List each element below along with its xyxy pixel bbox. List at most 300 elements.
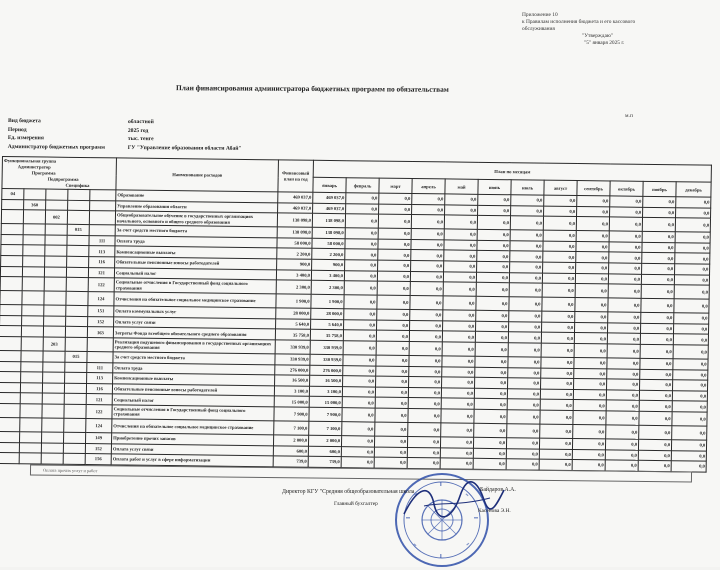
month-value-cell: 0,0 bbox=[409, 331, 442, 342]
month-value-cell: 0,0 bbox=[345, 238, 378, 249]
specific-cell bbox=[89, 211, 115, 225]
subprogram-cell bbox=[67, 235, 89, 246]
month-value-cell: 0,0 bbox=[608, 298, 641, 312]
month-value-cell: 0,0 bbox=[641, 298, 674, 312]
expense-name-cell: Оплата услуг связи bbox=[111, 443, 273, 456]
month-value-cell: 0,0 bbox=[379, 193, 412, 204]
month-value-cell: 0,0 bbox=[675, 218, 710, 232]
month-value-cell: 0,0 bbox=[379, 204, 412, 215]
hdr-subprogram: Подпрограмма bbox=[47, 176, 79, 182]
functional-group-cell bbox=[0, 417, 20, 431]
program-cell bbox=[44, 316, 66, 327]
subprogram-cell bbox=[68, 200, 90, 211]
month-value-cell: 0,0 bbox=[672, 390, 707, 401]
expense-name-cell: Реализация подушевого финансирования в государственных организациях среднего образования bbox=[113, 338, 275, 354]
month-value-cell: 0,0 bbox=[573, 424, 606, 438]
month-value-cell: 0,0 bbox=[474, 409, 507, 423]
month-value-cell: 0,0 bbox=[511, 195, 544, 206]
expense-name-cell: Приобретение прочих запасов bbox=[112, 433, 274, 446]
month-value-cell: 0,0 bbox=[445, 194, 478, 205]
month-value-cell: 0,0 bbox=[641, 274, 674, 285]
month-value-cell: 0,0 bbox=[511, 205, 544, 216]
subprogram-cell bbox=[64, 418, 86, 432]
month-value-cell: 0,0 bbox=[639, 425, 672, 439]
functional-group-cell bbox=[0, 305, 22, 316]
month-value-cell: 0,0 bbox=[375, 408, 408, 422]
month-value-cell: 0,0 bbox=[675, 232, 710, 243]
month-value-cell: 0,0 bbox=[542, 273, 575, 284]
month-value-cell: 0,0 bbox=[407, 458, 440, 469]
month-header: февраль bbox=[346, 178, 379, 193]
specific-cell: 163 bbox=[87, 327, 113, 338]
month-value-cell: 0,0 bbox=[410, 320, 443, 331]
month-value-cell: 0,0 bbox=[608, 273, 641, 284]
month-value-cell: 0,0 bbox=[411, 250, 444, 261]
month-value-cell: 35 758,0 bbox=[310, 330, 343, 341]
program-cell bbox=[45, 245, 67, 256]
month-value-cell: 0,0 bbox=[508, 357, 541, 368]
administrator-cell bbox=[20, 393, 42, 404]
expense-name-cell: Оплата труда bbox=[113, 362, 275, 375]
annual-plan-cell: 138 098,0 bbox=[277, 227, 312, 238]
approval-date: "5" января 2025 г. bbox=[584, 40, 625, 46]
hdr-expense-name: Наименование расходов bbox=[116, 158, 279, 192]
program-cell bbox=[42, 418, 64, 432]
expense-name-cell: Затраты Фонда всеобщего обязательного среднего образования bbox=[113, 327, 275, 340]
month-value-cell: 0,0 bbox=[540, 424, 573, 438]
annual-plan-cell: 276 000,0 bbox=[275, 364, 310, 375]
month-value-cell: 0,0 bbox=[672, 412, 707, 426]
month-value-cell: 0,0 bbox=[343, 341, 376, 355]
month-value-cell: 3 400,0 bbox=[311, 270, 344, 281]
month-value-cell: 0,0 bbox=[510, 262, 543, 273]
expense-name-cell: Оплата труда bbox=[115, 236, 277, 249]
annual-plan-cell: 3 100,0 bbox=[274, 386, 309, 397]
month-value-cell: 0,0 bbox=[377, 295, 410, 309]
month-value-cell: 0,0 bbox=[412, 204, 445, 215]
functional-group-cell bbox=[1, 234, 23, 245]
functional-group-cell bbox=[0, 453, 19, 464]
month-value-cell: 0,0 bbox=[343, 376, 376, 387]
administrator-cell bbox=[23, 210, 45, 224]
expense-name-cell: Социальные отчисления в Государственный фонд социального страхования bbox=[112, 405, 274, 421]
approval-line-2: к Правилам исполнения бюджета и его кассового bbox=[522, 19, 636, 25]
month-value-cell: 0,0 bbox=[476, 282, 509, 296]
specific-cell: 152 bbox=[88, 316, 114, 327]
subprogram-cell bbox=[68, 189, 90, 200]
month-value-cell: 0,0 bbox=[674, 299, 709, 313]
month-value-cell: 0,0 bbox=[510, 216, 543, 230]
program-cell bbox=[46, 200, 68, 211]
month-value-cell: 0,0 bbox=[344, 295, 377, 309]
functional-group-cell bbox=[0, 326, 22, 337]
month-value-cell: 0,0 bbox=[345, 260, 378, 271]
subprogram-cell bbox=[67, 210, 89, 224]
month-value-cell: 0,0 bbox=[344, 281, 377, 295]
functional-group-cell bbox=[0, 266, 22, 277]
expense-name-cell: Оплата услуг связи bbox=[114, 317, 276, 330]
month-value-cell: 0,0 bbox=[543, 251, 576, 262]
subprogram-cell: 015 bbox=[65, 351, 87, 362]
month-value-cell: 0,0 bbox=[442, 342, 475, 356]
subprogram-cell bbox=[67, 256, 89, 267]
month-value-cell: 0,0 bbox=[576, 262, 609, 273]
month-value-cell: 0,0 bbox=[508, 378, 541, 389]
administrator-cell bbox=[19, 453, 41, 464]
month-value-cell: 0,0 bbox=[605, 439, 638, 450]
expense-name-cell: Обязательные пенсионные взносы работодателей bbox=[115, 257, 277, 270]
specific-cell: 113 bbox=[89, 246, 115, 257]
month-value-cell: 0,0 bbox=[509, 297, 542, 311]
month-value-cell: 0,0 bbox=[410, 310, 443, 321]
functional-group-cell bbox=[0, 442, 20, 453]
month-value-cell: 0,0 bbox=[375, 387, 408, 398]
month-value-cell: 138 098,0 bbox=[312, 213, 345, 227]
month-value-cell: 0,0 bbox=[674, 285, 709, 299]
month-value-cell: 0,0 bbox=[509, 321, 542, 332]
administrator-cell bbox=[23, 245, 45, 256]
month-value-cell: 0,0 bbox=[475, 367, 508, 378]
annual-plan-cell: 2 300,0 bbox=[276, 280, 311, 294]
month-value-cell: 0,0 bbox=[607, 344, 640, 358]
annual-plan-cell: 2 000,0 bbox=[274, 435, 309, 446]
meta-key: Администратор бюджетных программ bbox=[7, 143, 105, 151]
month-value-cell: 5 640,0 bbox=[311, 319, 344, 330]
month-value-cell: 0,0 bbox=[341, 436, 374, 447]
month-value-cell: 0,0 bbox=[606, 411, 639, 425]
subprogram-cell bbox=[66, 277, 88, 291]
month-value-cell: 0,0 bbox=[543, 262, 576, 273]
month-value-cell: 0,0 bbox=[477, 251, 510, 262]
subprogram-cell bbox=[66, 291, 88, 305]
specific-cell: 149 bbox=[86, 432, 112, 443]
subprogram-cell bbox=[65, 337, 87, 351]
month-value-cell: 0,0 bbox=[575, 273, 608, 284]
month-value-cell: 0,0 bbox=[605, 460, 638, 471]
month-value-cell: 0,0 bbox=[440, 447, 473, 458]
month-value-cell: 0,0 bbox=[639, 411, 672, 425]
director-role: Директор КГУ "Средняя общеобразовательная школа bbox=[282, 489, 415, 495]
month-value-cell: 0,0 bbox=[577, 196, 610, 207]
month-value-cell: 0,0 bbox=[574, 357, 607, 368]
month-value-cell: 0,0 bbox=[541, 332, 574, 343]
month-value-cell: 469 037,0 bbox=[313, 203, 346, 214]
annual-plan-cell: 5 640,0 bbox=[276, 319, 311, 330]
month-value-cell: 0,0 bbox=[474, 388, 507, 399]
functional-group-cell bbox=[0, 393, 20, 404]
footer-strip-label: Оплата прочих услуг и работ bbox=[42, 467, 98, 474]
administrator-cell bbox=[20, 404, 42, 418]
month-value-cell: 1 900,0 bbox=[311, 294, 344, 308]
specific-cell: 111 bbox=[89, 235, 115, 246]
subprogram-cell bbox=[66, 305, 88, 316]
subprogram-cell bbox=[63, 453, 85, 464]
month-value-cell: 469 037,0 bbox=[313, 192, 346, 203]
month-value-cell: 0,0 bbox=[673, 345, 708, 359]
month-value-cell: 0,0 bbox=[477, 229, 510, 240]
program-cell bbox=[42, 432, 64, 443]
administrator-cell bbox=[20, 432, 42, 443]
subprogram-cell bbox=[64, 383, 86, 394]
month-value-cell: 0,0 bbox=[671, 440, 706, 451]
month-value-cell: 0,0 bbox=[576, 217, 609, 231]
month-value-cell: 0,0 bbox=[607, 358, 640, 369]
month-header: июль bbox=[511, 180, 544, 195]
specific-cell: 122 bbox=[88, 278, 114, 292]
month-value-cell: 0,0 bbox=[476, 272, 509, 283]
month-value-cell: 7 900,0 bbox=[309, 407, 342, 421]
month-value-cell: 0,0 bbox=[444, 261, 477, 272]
month-value-cell: 0,0 bbox=[543, 216, 576, 230]
subprogram-cell bbox=[66, 316, 88, 327]
annual-plan-cell: 469 037,0 bbox=[278, 192, 313, 203]
month-value-cell: 0,0 bbox=[345, 214, 378, 228]
month-value-cell: 0,0 bbox=[443, 282, 476, 296]
month-value-cell: 0,0 bbox=[609, 217, 642, 231]
month-header: октябрь bbox=[610, 181, 643, 196]
month-value-cell: 2 300,0 bbox=[311, 280, 344, 294]
annual-plan-cell: 600,0 bbox=[273, 445, 308, 456]
month-value-cell: 0,0 bbox=[443, 271, 476, 282]
administrator-cell bbox=[21, 372, 43, 383]
month-value-cell: 2 000,0 bbox=[309, 435, 342, 446]
program-cell bbox=[45, 235, 67, 246]
subprogram-cell bbox=[64, 394, 86, 405]
month-value-cell: 276 000,0 bbox=[310, 365, 343, 376]
document-title: План финансирования администратора бюджетных программ по обязательствам bbox=[175, 83, 449, 94]
month-value-cell: 0,0 bbox=[344, 270, 377, 281]
month-value-cell: 0,0 bbox=[576, 252, 609, 263]
month-header: август bbox=[544, 180, 577, 195]
month-value-cell: 0,0 bbox=[474, 399, 507, 410]
month-value-cell: 0,0 bbox=[508, 332, 541, 343]
month-value-cell: 0,0 bbox=[343, 355, 376, 366]
month-value-cell: 0,0 bbox=[442, 366, 475, 377]
month-value-cell: 0,0 bbox=[342, 386, 375, 397]
annual-plan-cell: 900,0 bbox=[277, 259, 312, 270]
month-value-cell: 0,0 bbox=[341, 446, 374, 457]
administrator-cell bbox=[24, 189, 46, 200]
month-value-cell: 0,0 bbox=[605, 449, 638, 460]
administrator-cell bbox=[19, 442, 41, 453]
expense-name-cell: Социальные отчисления в Государственный фонд социального страхования bbox=[114, 278, 276, 294]
subprogram-cell bbox=[64, 432, 86, 443]
administrator-cell bbox=[23, 224, 45, 235]
month-value-cell: 0,0 bbox=[638, 460, 671, 471]
month-value-cell: 330 939,0 bbox=[310, 354, 343, 365]
month-value-cell: 0,0 bbox=[540, 399, 573, 410]
month-value-cell: 0,0 bbox=[676, 197, 711, 208]
month-value-cell: 0,0 bbox=[475, 332, 508, 343]
month-header: март bbox=[379, 178, 412, 193]
program-cell bbox=[45, 256, 67, 267]
month-value-cell: 0,0 bbox=[575, 322, 608, 333]
functional-group-cell bbox=[0, 315, 22, 326]
specific-cell bbox=[90, 200, 116, 211]
month-value-cell: 0,0 bbox=[543, 230, 576, 241]
month-value-cell: 0,0 bbox=[477, 216, 510, 230]
functional-group-cell bbox=[0, 361, 21, 372]
month-value-cell: 0,0 bbox=[507, 388, 540, 399]
month-value-cell: 0,0 bbox=[409, 366, 442, 377]
approval-block bbox=[522, 12, 712, 47]
month-value-cell: 0,0 bbox=[374, 447, 407, 458]
month-value-cell: 0,0 bbox=[574, 333, 607, 344]
month-value-cell: 0,0 bbox=[411, 229, 444, 240]
month-value-cell: 0,0 bbox=[574, 343, 607, 357]
month-value-cell: 0,0 bbox=[344, 319, 377, 330]
month-value-cell: 0,0 bbox=[640, 369, 673, 380]
month-value-cell: 0,0 bbox=[609, 242, 642, 253]
month-value-cell: 0,0 bbox=[675, 264, 710, 275]
approval-approved: "Утверждаю" bbox=[582, 33, 614, 39]
month-value-cell: 0,0 bbox=[609, 231, 642, 242]
accountant-name: Касенова Э.Н. bbox=[478, 508, 511, 514]
month-value-cell: 0,0 bbox=[576, 241, 609, 252]
month-value-cell: 0,0 bbox=[476, 321, 509, 332]
subprogram-cell bbox=[66, 267, 88, 278]
program-cell: 002 bbox=[45, 210, 67, 224]
program-cell bbox=[41, 443, 63, 454]
month-value-cell: 0,0 bbox=[671, 461, 706, 472]
month-value-cell: 0,0 bbox=[606, 400, 639, 411]
expense-name-cell: За счет средств местного бюджета bbox=[113, 352, 275, 365]
month-value-cell: 0,0 bbox=[607, 379, 640, 390]
specific-cell: 121 bbox=[88, 267, 114, 278]
month-value-cell: 0,0 bbox=[506, 448, 539, 459]
month-value-cell: 0,0 bbox=[544, 195, 577, 206]
month-value-cell: 0,0 bbox=[476, 310, 509, 321]
month-value-cell: 0,0 bbox=[407, 436, 440, 447]
month-header: июнь bbox=[478, 179, 511, 194]
financing-table-body bbox=[0, 189, 711, 472]
administrator-cell bbox=[21, 361, 43, 372]
specific-cell: 122 bbox=[86, 404, 112, 418]
expense-name-cell: За счет средств местного бюджета bbox=[115, 225, 277, 238]
month-value-cell: 739,0 bbox=[308, 456, 341, 467]
functional-group-cell bbox=[0, 382, 21, 393]
annual-plan-cell: 7 100,0 bbox=[274, 421, 309, 435]
month-value-cell: 0,0 bbox=[544, 206, 577, 217]
month-value-cell: 0,0 bbox=[539, 449, 572, 460]
month-header: май bbox=[445, 179, 478, 194]
month-value-cell: 0,0 bbox=[374, 436, 407, 447]
month-value-cell: 0,0 bbox=[473, 448, 506, 459]
annual-plan-cell: 3 400,0 bbox=[276, 269, 311, 280]
month-value-cell: 0,0 bbox=[572, 449, 605, 460]
month-value-cell: 0,0 bbox=[675, 243, 710, 254]
month-value-cell: 15 000,0 bbox=[309, 397, 342, 408]
month-value-cell: 7 100,0 bbox=[309, 421, 342, 435]
hdr-program: Программа bbox=[31, 170, 56, 176]
month-value-cell: 0,0 bbox=[377, 281, 410, 295]
month-value-cell: 0,0 bbox=[343, 365, 376, 376]
month-value-cell: 0,0 bbox=[412, 194, 445, 205]
hdr-administrator: Администратор bbox=[17, 164, 51, 170]
annual-plan-cell: 138 098,0 bbox=[277, 213, 312, 227]
functional-group-cell bbox=[0, 372, 21, 383]
month-header: декабрь bbox=[676, 182, 711, 197]
month-value-cell: 0,0 bbox=[377, 309, 410, 320]
handwritten-signature-icon bbox=[400, 476, 510, 526]
month-value-cell: 3 100,0 bbox=[309, 386, 342, 397]
month-value-cell: 0,0 bbox=[475, 377, 508, 388]
seal-place-mark: м.п bbox=[625, 113, 633, 119]
month-value-cell: 0,0 bbox=[640, 344, 673, 358]
month-value-cell: 0,0 bbox=[675, 253, 710, 264]
month-value-cell: 0,0 bbox=[607, 368, 640, 379]
month-value-cell: 0,0 bbox=[642, 242, 675, 253]
month-value-cell: 0,0 bbox=[410, 271, 443, 282]
program-cell bbox=[46, 189, 68, 200]
month-value-cell: 0,0 bbox=[376, 355, 409, 366]
month-value-cell: 0,0 bbox=[506, 438, 539, 449]
annual-plan-cell: 35 758,0 bbox=[275, 329, 310, 340]
administrator-cell bbox=[21, 326, 43, 337]
month-value-cell: 0,0 bbox=[473, 458, 506, 469]
month-header: сентябрь bbox=[577, 181, 610, 196]
month-value-cell: 0,0 bbox=[674, 323, 709, 334]
meta-value: областной bbox=[127, 118, 154, 126]
month-value-cell: 0,0 bbox=[475, 342, 508, 356]
month-value-cell: 0,0 bbox=[376, 366, 409, 377]
month-value-cell: 0,0 bbox=[642, 263, 675, 274]
functional-group-cell bbox=[0, 431, 20, 442]
month-value-cell: 0,0 bbox=[409, 377, 442, 388]
month-value-cell: 0,0 bbox=[577, 206, 610, 217]
month-value-cell: 0,0 bbox=[606, 425, 639, 439]
month-value-cell: 0,0 bbox=[407, 447, 440, 458]
month-value-cell: 0,0 bbox=[573, 389, 606, 400]
annual-plan-cell: 739,0 bbox=[273, 456, 308, 467]
month-value-cell: 0,0 bbox=[442, 356, 475, 367]
month-header: ноябрь bbox=[643, 181, 676, 196]
month-value-cell: 0,0 bbox=[341, 457, 374, 468]
month-value-cell: 0,0 bbox=[445, 205, 478, 216]
month-value-cell: 0,0 bbox=[542, 283, 575, 297]
month-value-cell: 0,0 bbox=[676, 207, 711, 218]
month-value-cell: 0,0 bbox=[640, 379, 673, 390]
program-cell bbox=[42, 383, 64, 394]
month-value-cell: 0,0 bbox=[639, 390, 672, 401]
month-value-cell: 0,0 bbox=[673, 359, 708, 370]
month-value-cell: 0,0 bbox=[507, 410, 540, 424]
meta-key: Вид бюджета bbox=[7, 117, 41, 125]
approval-line-1: Приложение 10 bbox=[522, 12, 558, 18]
functional-group-cell bbox=[0, 277, 22, 291]
classification-header bbox=[2, 157, 117, 190]
subprogram-cell bbox=[65, 372, 87, 383]
program-cell bbox=[43, 372, 65, 383]
program-cell bbox=[44, 277, 66, 291]
month-value-cell: 0,0 bbox=[441, 398, 474, 409]
month-value-cell: 0,0 bbox=[643, 196, 676, 207]
month-value-cell: 0,0 bbox=[345, 228, 378, 239]
month-value-cell: 0,0 bbox=[374, 457, 407, 468]
specific-cell: 156 bbox=[85, 454, 111, 465]
meta-value: ГУ "Управление образования области Абай" bbox=[127, 144, 242, 152]
month-value-cell: 0,0 bbox=[673, 369, 708, 380]
month-header: апрель bbox=[412, 179, 445, 194]
month-value-cell: 0,0 bbox=[641, 323, 674, 334]
month-value-cell: 0,0 bbox=[642, 253, 675, 264]
specific-cell: 152 bbox=[85, 443, 111, 454]
functional-group-cell bbox=[0, 336, 21, 350]
functional-group-cell bbox=[0, 291, 22, 305]
expense-name-cell: Социальный налог bbox=[112, 394, 274, 407]
administrator-cell bbox=[22, 277, 44, 291]
month-value-cell: 28 000,0 bbox=[311, 308, 344, 319]
